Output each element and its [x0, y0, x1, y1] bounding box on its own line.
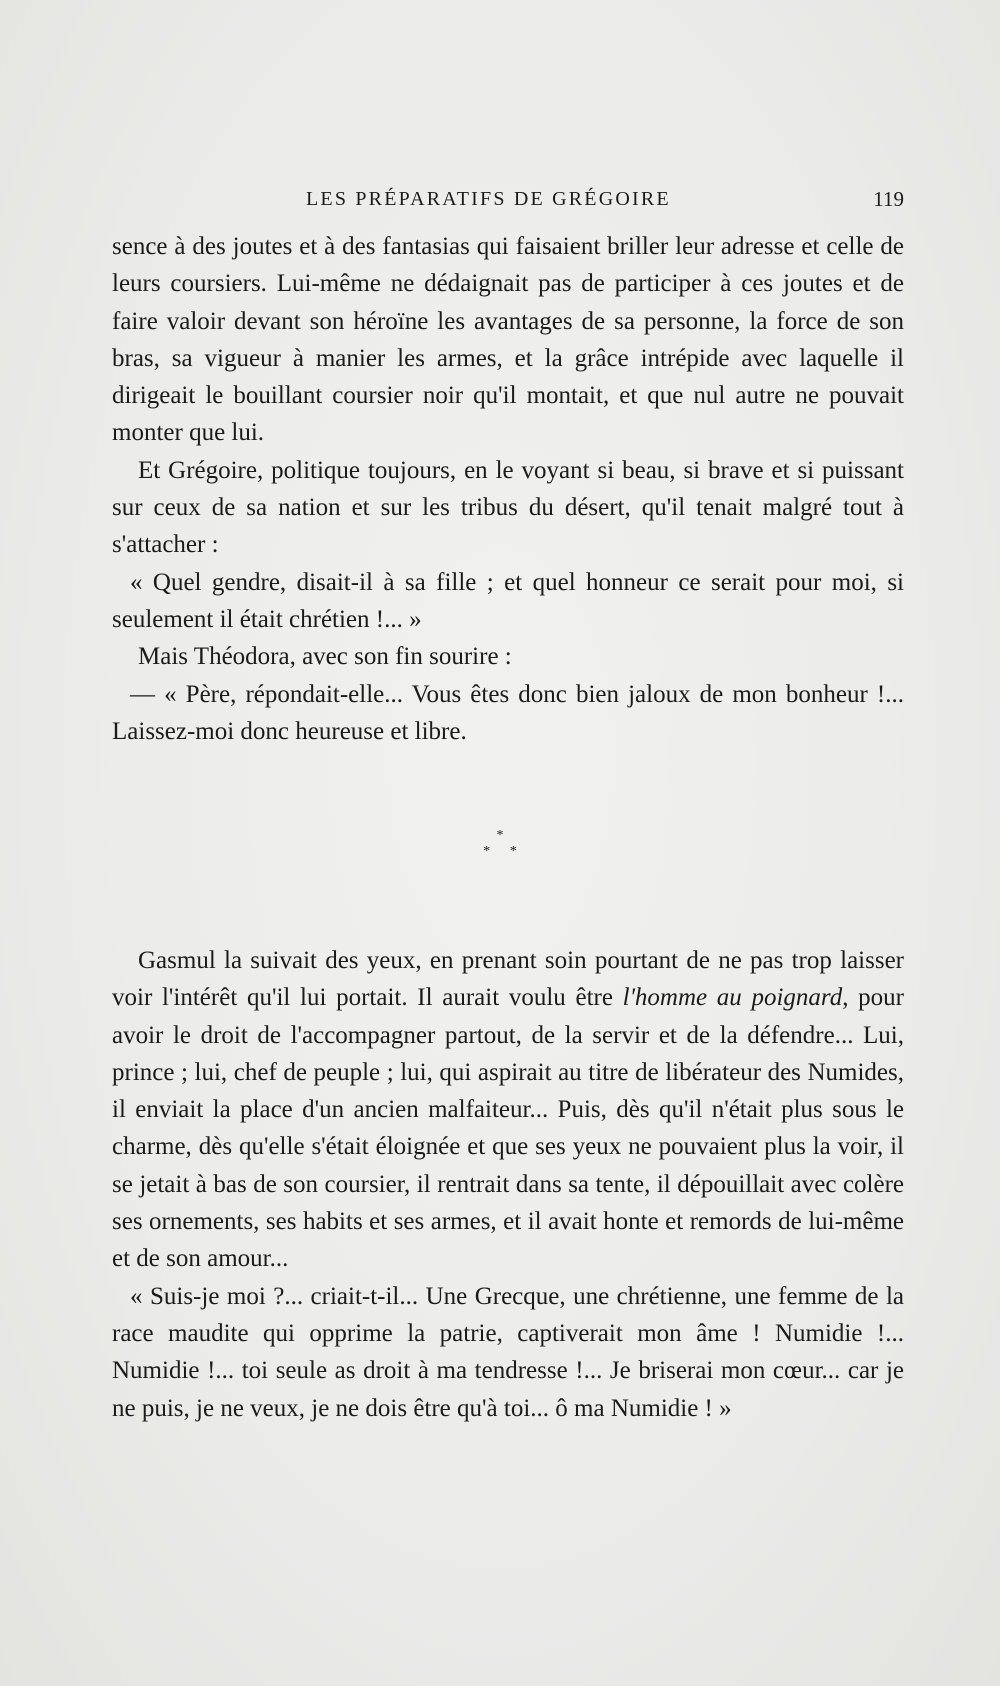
paragraph-quote-gregoire: « Quel gendre, disait-il à sa fille ; et quel honneur ce serait pour moi, si seulement il était chrétien !... » — [112, 568, 904, 633]
text-block-upper — [112, 228, 904, 750]
asterism-bottom-stars: * * — [483, 844, 525, 859]
running-title: LES PRÉPARATIFS DE GRÉGOIRE — [306, 188, 671, 210]
running-head — [112, 184, 904, 214]
paragraph-quote-theodora: — « Père, répondait-elle... Vous êtes donc bien jaloux de mon bonheur !... Laissez-moi donc heureuse et libre. — [112, 680, 904, 745]
paragraph-gregoire: Et Grégoire, politique toujours, en le voyant si beau, si brave et si puissant sur ceux de sa nation et sur les tribus du désert, qu'il tenait malgré tout à s'attacher : — [112, 456, 904, 559]
paragraph-continuation: sence à des joutes et à des fantasias qui faisaient briller leur adresse et celle de leurs coursiers. Lui-même ne dédaignait pas de participer à ces joutes et de faire valoir devant son héroïne les avantages de sa personne, la force de son bras, sa vigueur à manier les armes, et la grâce intrépide avec laquelle il dirigeait le bouillant coursier noir qu'il montait, et que nul autre ne pouvait monter que lui. — [112, 233, 904, 447]
text-block-lower — [112, 942, 904, 1427]
paragraph-theodora: Mais Théodora, avec son fin sourire : — [138, 643, 512, 671]
page-number: 119 — [873, 187, 904, 211]
gasmul-text-end: , pour avoir le droit de l'accompagner partout, de la servir et de la défendre... Lui, prince ; lui, chef de peuple ; lui, qui aspirait au titre de libérateur des Numides, il enviait la place d'un ancien malfaiteur... Puis, dès qu'il n'était plus sous le charme, dès qu'elle s'était éloignée et que ses yeux ne pouvaient plus la voir, il se jetait à bas de son coursier, il rentrait dans sa tente, il dépouillait avec colère ses ornements, ses habits et ses armes, et il avait honte et remords de lui-même et de son amour... — [112, 984, 905, 1273]
paragraph-gasmul — [112, 942, 904, 1278]
italic-phrase: l'homme au poignard — [622, 984, 843, 1012]
asterism-top-star: * — [496, 828, 504, 843]
gasmul-text-start: Gasmul la suivait des yeux, en prenant soin pourtant de ne pas trop laisser voir l'intérêt qu'il lui portait. Il aurait voulu être — [112, 947, 904, 1012]
section-break-asterism — [0, 828, 1000, 860]
paragraph-quote-gasmul: « Suis-je moi ?... criait-t-il... Une Grecque, une chrétienne, une femme de la race maudite qui opprime la patrie, captiverait mon âme ! Numidie !... Numidie !... toi seule as droit à ma tendresse !... Je briserai mon cœur... car je ne puis, je ne veux, je ne dois être qu'à toi... ô ma Numidie ! » — [112, 1282, 904, 1422]
